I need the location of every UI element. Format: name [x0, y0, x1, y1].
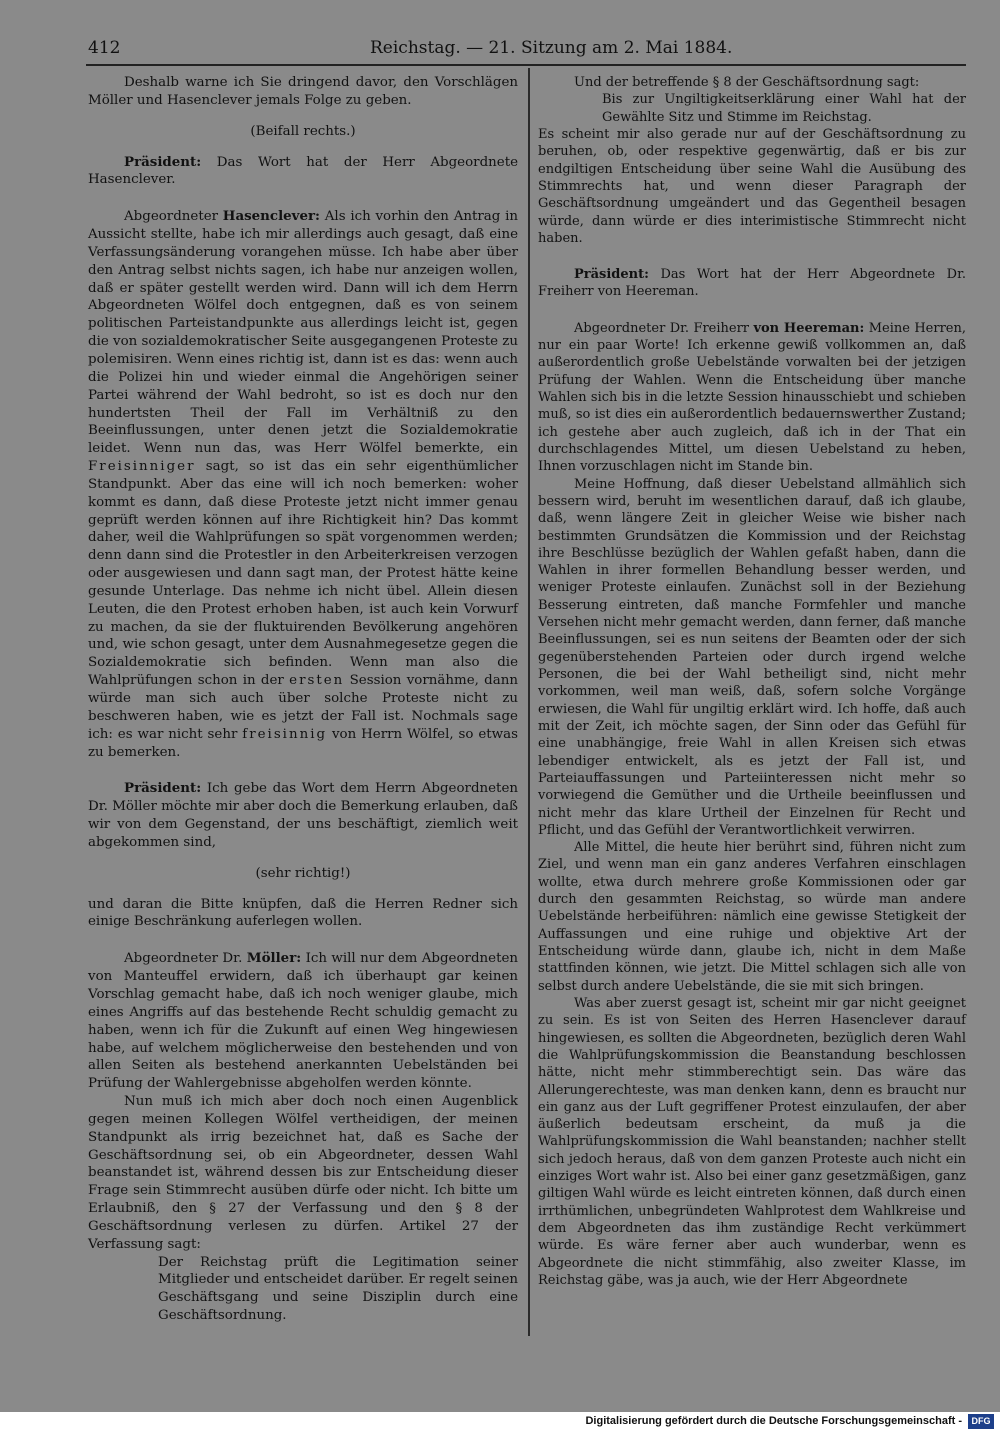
- spaced-emphasis: Freisinniger: [88, 459, 196, 475]
- spaced-emphasis: ersten: [289, 673, 345, 689]
- funding-notice: Digitalisierung gefördert durch die Deutsche Forschungsgemeinschaft -: [585, 1415, 962, 1427]
- paragraph: [538, 266, 966, 301]
- speaker-prefix: Abgeordneter Dr. Freiherr: [574, 320, 754, 336]
- running-title: Reichstag. — 21. Sitzung am 2. Mai 1884.: [370, 38, 733, 58]
- spaced-emphasis: freisinnig: [242, 726, 328, 742]
- quoted-article: Der Reichstag prüft die Legitimation seiner Mitglieder und entscheidet darüber. Er regelt seinen Geschäftsgang und seine Disziplin durch eine Geschäftsordnung.: [158, 1254, 518, 1324]
- paragraph: Meine Hoffnung, daß dieser Uebelstand allmählich sich bessern wird, beruht im wesentlichen darauf, daß ich glaube, daß, wenn längere Zeit in gleicher Weise wie bisher nach bestimmten Grundsätzen die Kommission und der Reichstag ihre Beschlüsse bezüglich der Wahlen gefaßt haben, dann die Wahlen in ihrer formellen Behandlung besser werden, und weniger Proteste einlaufen. Zunächst soll in der Beziehung Besserung eintreten, daß manche Formfehler und manche Versehen nicht mehr gemacht werden, dann ferner, daß manche Beeinflussungen, sei es nun seitens der Beamten oder der sich gegenüberstehenden Parteien oder durch irgend welche Personen, die bei der Wahl betheiligt sind, nicht mehr vorkommen, weil man weiß, daß, sofern solche Vorgänge erwiesen, die Wahl für ungiltig erklärt wird. Ich hoffe, daß auch mit der Zeit, ich möchte sagen, der Sinn oder das Gefühl für eine unabhängige, freie Wahl in allen Kreisen sich etwas lebendiger entwickelt, als es jetzt der Fall ist, und Parteiauffassungen und Parteiinteressen nicht mehr so vorwiegend die Gemüther und die Urtheile beeinflussen und nicht mehr das klare Urtheil der Einzelnen für Recht und Pflicht, und das Gefühl der Verantwortlichkeit verwirren.: [538, 476, 966, 838]
- paragraph: [538, 320, 966, 476]
- speech-text: sagt, so ist das ein sehr eigenthümlicher Standpunkt. Aber das eine will ich noch bemerken: woher kommt es dann, daß diese Proteste jetzt nicht immer genau geprüft werden können auf ihre Richtigkeit hin? Das kommt daher, weil die Wahlprüfungen so spät vorgenommen werden; denn dann sind die Protestler in den Arbeiterkreisen verzogen oder ausgewiesen und dann sagt man, der Protest hätte keine gesunde Unterlage. Das nehme ich nicht übel. Allein diesen Leuten, die den Protest erhoben haben, ist auch kein Vorwurf zu machen, da sie der fluktuirenden Bevölkerung angehören und, wie schon gesagt, unter dem Ausnahmegesetze gegen die Sozialdemokratie sich befinden. Wenn man also die Wahlprüfungen schon in der: [88, 459, 518, 689]
- left-column: [88, 74, 518, 1325]
- paragraph: Was aber zuerst gesagt ist, scheint mir gar nicht geeignet zu sein. Es ist von Seiten des Herren Hasenclever darauf hingewiesen, es sollten die Abgeordneten, bezüglich deren Wahl die Wahlprüfungskommission die Beanstandung beschlossen hätte, nicht mehr stimmberechtigt sein. Das wäre das Allerungerechteste, was man denken kann, denn es braucht nur ein ganz aus der Luft gegriffener Protest einzulaufen, der aber äußerlich bedeutsam erscheint, da muß ja die Wahlprüfungskommission die Wahl beanstanden; nachher stellt sich jedoch heraus, daß von dem ganzen Proteste auch nicht ein einziges Wort wahr ist. Also bei einer ganz gesetzmäßigen, ganz giltigen Wahl würde es leicht eintreten können, daß durch einen irrthümlichen, unbegründeten Wahlprotest dem Wahlkreise und dem Abgeordneten das ihm zuständige Recht verkümmert würde. Es wäre ferner aber auch wunderbar, wenn es Abgeordnete die nicht stimmfähig, also zweiter Klasse, im Reichstag gäbe, was ja auch, wie der Herr Abgeordnete: [538, 995, 966, 1288]
- speaker-prefix: Abgeordneter: [124, 209, 223, 225]
- speech-text: Meine Herren, nur ein paar Worte! Ich erkenne gewiß vollkommen an, daß außerordentlich große Uebelstände vorwalten bei der jetzigen Prüfung der Wahlen. Wenn die Entscheidung über manche Wahlen sich bis in die letzte Session hinausschiebt und schieben muß, so ist dies ein außerordentlich bedauernswerther Zustand; ich gestehe aber auch zugleich, daß ich in der That ein durchschlagendes Mittel, um diesen Uebelstand zu heben, Ihnen vorzuschlagen nicht im Stande bin.: [538, 320, 966, 475]
- paragraph: [88, 208, 518, 761]
- interjection: (Beifall rechts.): [250, 123, 356, 139]
- paragraph: Und der betreffende § 8 der Geschäftsordnung sagt:: [574, 75, 920, 90]
- speech-text: Session vornähme, dann würde man sich auch über solche Proteste nicht zu beschweren haben, wie es jetzt der Fall ist. Nochmals sage ich: es war nicht sehr: [88, 673, 518, 742]
- speaker-name: Präsident:: [574, 267, 649, 283]
- speech-text: Ich will nur dem Abgeordneten von Manteuffel erwidern, daß ich überhaupt gar keinen Vorschlag gemacht habe, daß ich noch weniger glaube, mich eines Angriffs auf das bestehende Recht schuldig gemacht zu haben, wenn ich für die Zukunft auf einen Weg hingewiesen habe, auf welchem möglicherweise den bestehenden und von allen Seiten als bestehend anerkannten Uebelständen bei Prüfung der Wahlergebnisse abgeholfen werden könnte.: [88, 951, 518, 1092]
- paragraph: [88, 154, 518, 190]
- paragraph: Nun muß ich mich aber doch noch einen Augenblick gegen meinen Kollegen Wölfel vertheidigen, der meinen Standpunkt als irrig bezeichnet hat, daß es Sache der Geschäftsordnung sei, ob ein Abgeordneter, dessen Wahl beanstandet ist, während dessen bis zur Entscheidung dieser Frage sein Stimmrecht ausüben dürfe oder nicht. Ich bitte um Erlaubniß, den § 27 der Verfassung und den § 8 der Geschäftsordnung verlesen zu dürfen. Artikel 27 der Verfassung sagt:: [88, 1094, 518, 1252]
- paragraph: und daran die Bitte knüpfen, daß die Herren Redner sich einige Beschränkung auferlegen wollen.: [88, 896, 518, 930]
- quoted-article: Bis zur Ungiltigkeitserklärung einer Wahl hat der Gewählte Sitz und Stimme im Reichstag.: [602, 92, 966, 125]
- speaker-name: Hasenclever:: [222, 208, 320, 225]
- page-number: 412: [88, 38, 121, 58]
- dfg-logo: DFG: [968, 1414, 994, 1429]
- header-rule: [86, 64, 966, 66]
- right-column: [538, 74, 966, 1289]
- paragraph: [88, 950, 518, 1093]
- speaker-name: Präsident:: [124, 153, 202, 170]
- speaker-name: Präsident:: [124, 780, 202, 797]
- paragraph: Deshalb warne ich Sie dringend davor, den Vorschlägen Möller und Hasenclever jemals Folge zu geben.: [88, 75, 518, 108]
- speech-text: von Herrn Wölfel, so etwas zu bemerken.: [88, 726, 518, 760]
- paragraph: Es scheint mir also gerade nur auf der Geschäftsordnung zu beruhen, ob, oder respektive gegenwärtig, daß er bis zur endgiltigen Entscheidung über seine Wahl die Ausübung des Stimmrechts hat, und wenn dieser Paragraph der Geschäftsordnung umgeändert und das Gegentheil besagen würde, dann würde er dies interimistische Stimmrecht nicht haben.: [538, 126, 966, 246]
- speaker-name: Möller:: [246, 950, 302, 967]
- paragraph: Alle Mittel, die heute hier berührt sind, führen nicht zum Ziel, und wenn man ein ganz anderes Verfahren einschlagen wollte, etwa durch mehrere große Kommissionen oder gar durch den gesammten Reichstag, so würde man andere Uebelstände herbeiführen: nämlich eine gewisse Stetigkeit der Auffassungen und eine ruhige und objektive Art der Entscheidung würde dann, glaube ich, nicht in dem Maße stattfinden können, wie jetzt. Die Mittel schlagen sich alle von selbst durch andere Uebelstände, die sie mit sich bringen.: [538, 840, 966, 994]
- interjection: (sehr richtig!): [255, 865, 351, 881]
- speaker-name: von Heereman:: [753, 320, 865, 336]
- speech-text: Das Wort hat der Herr Abgeordnete Hasenclever.: [88, 154, 518, 188]
- speech-text: Das Wort hat der Herr Abgeordnete Dr. Freiherr von Heereman.: [538, 267, 966, 300]
- column-divider: [528, 68, 530, 1336]
- speech-text: Als ich vorhin den Antrag in Aussicht stellte, habe ich mir allerdings auch gesagt, daß eine Verfassungsänderung vorangehen müsse. Ich habe aber über den Antrag selbst nichts sagen, ich habe nur anzeigen wollen, daß er später gestellt werden wird. Dann will ich dem Herrn Abgeordneten Wölfel doch entgegnen, daß es von seinem politischen Parteistandpunkte aus allerdings leicht ist, gegen die von sozialdemokratischer Seite ausgegangenen Proteste zu polemisiren. Wenn eines richtig ist, dann ist es das: wenn auch die Polizei hin und wieder einmal die Angehörigen seiner Partei während der Wahl bedroht, so ist es doch nur den hundertsten Theil der Fall im Verhältniß zu den Beeinflussungen, unter denen jetzt die Sozialdemokratie leidet. Wenn nun das, was Herr Wölfel bemerkte, ein: [88, 209, 518, 457]
- paragraph: [88, 780, 518, 851]
- speaker-prefix: Abgeordneter Dr.: [124, 951, 247, 967]
- speech-text: Ich gebe das Wort dem Herrn Abgeordneten Dr. Möller möchte mir aber doch die Bemerkung erlauben, daß wir von dem Gegenstand, der uns beschäftigt, ziemlich weit abgekommen sind,: [88, 781, 518, 850]
- footer-bar: [0, 1412, 1000, 1432]
